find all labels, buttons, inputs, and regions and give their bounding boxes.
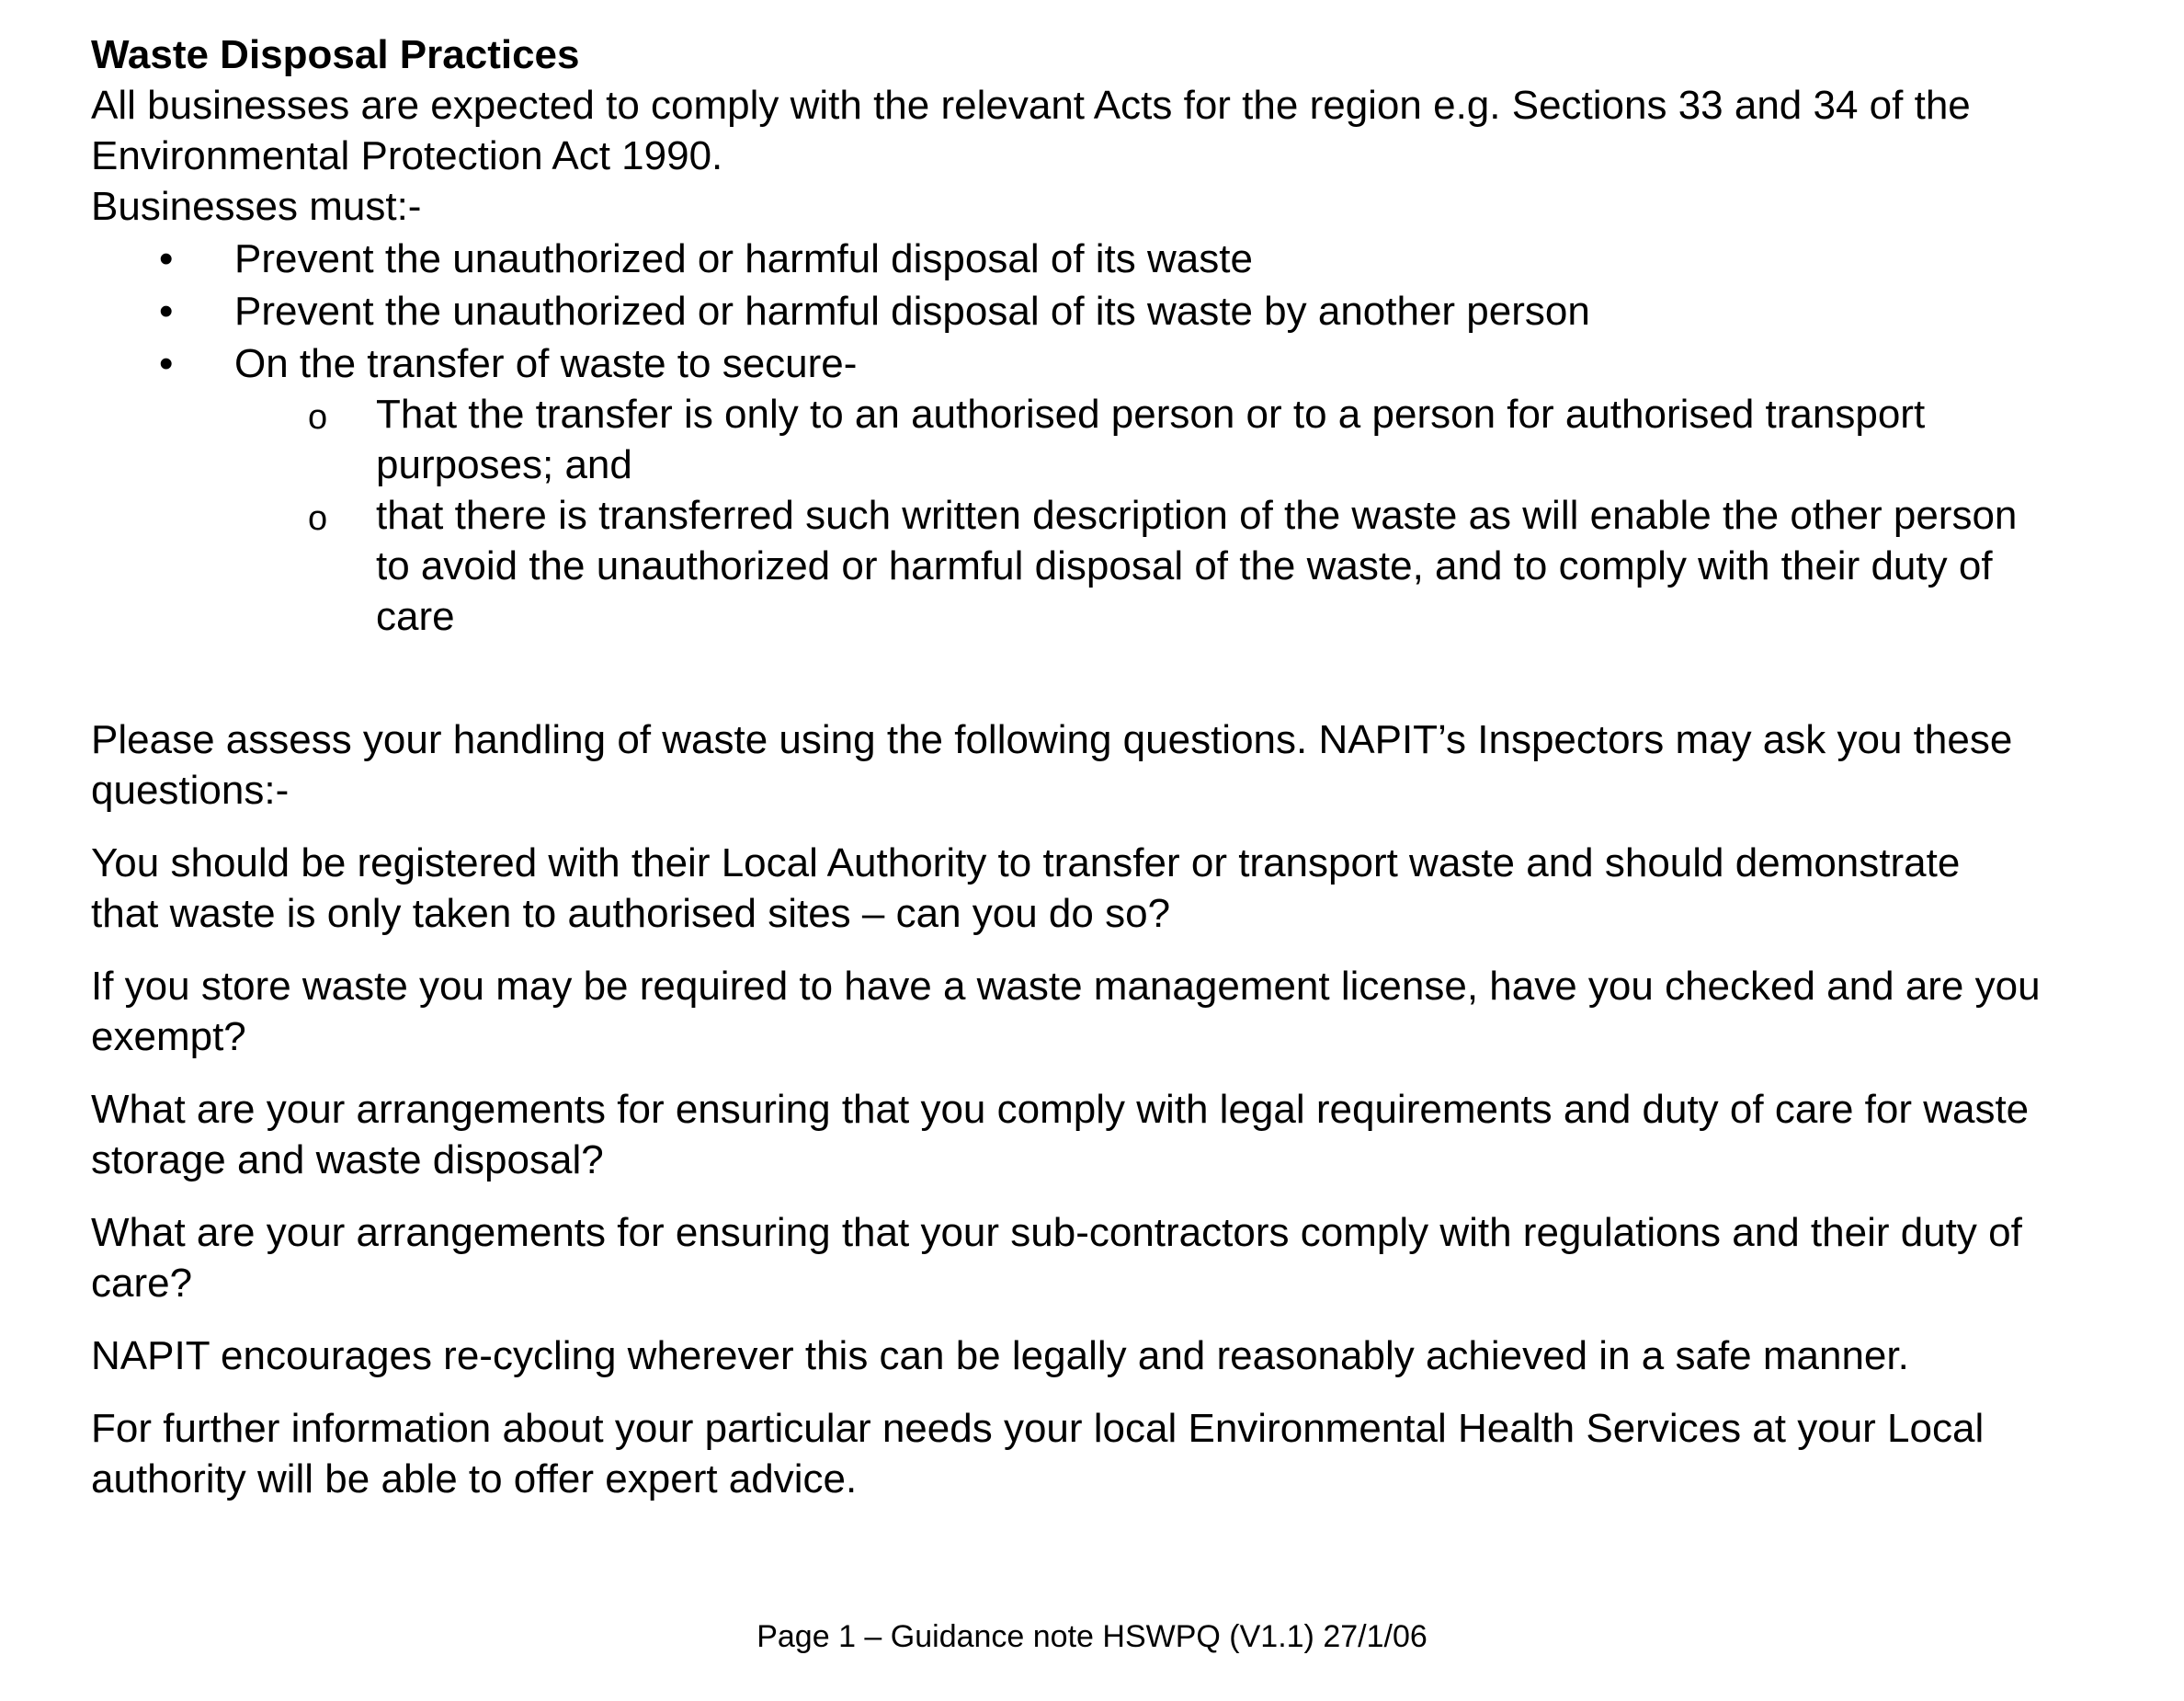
bullet-icon: •: [159, 289, 174, 334]
sub-list-item: [91, 389, 2058, 490]
sub-list-item: [91, 490, 2058, 642]
list-item: [91, 286, 2150, 337]
hollow-bullet-icon: o: [308, 398, 328, 437]
question-paragraph: What are your arrangements for ensuring that your sub-contractors comply with regulations and their duty of care?: [91, 1210, 2022, 1306]
businesses-must-label: Businesses must:-: [91, 184, 422, 229]
requirements-list: [91, 234, 2150, 389]
question-paragraph: NAPIT encourages re-cycling wherever this can be legally and reasonably achieved in a safe manner.: [91, 1333, 1909, 1378]
page-title: Waste Disposal Practices: [91, 32, 580, 77]
assess-paragraph: Please assess your handling of waste using the following questions. NAPIT’s Inspectors may ask you these questions:-: [91, 717, 2013, 813]
hollow-bullet-icon: o: [308, 499, 328, 538]
document-body: [91, 29, 2150, 1504]
bullet-icon: •: [159, 341, 174, 386]
list-item-text: On the transfer of waste to secure-: [234, 341, 858, 386]
intro-paragraph: All businesses are expected to comply with the relevant Acts for the region e.g. Sections 33 and 34 of the Environmental Protection Act 1990.: [91, 83, 1971, 178]
sub-list-item-text: that there is transferred such written description of the waste as will enable the other person to avoid the unauthorized or harmful disposal of the waste, and to comply with their duty of care: [376, 493, 2018, 639]
list-item-text: Prevent the unauthorized or harmful disposal of its waste by another person: [234, 289, 1590, 334]
page-footer: Page 1 – Guidance note HSWPQ (V1.1) 27/1/06: [756, 1619, 1428, 1654]
question-paragraph: What are your arrangements for ensuring that you comply with legal requirements and duty of care for waste storage and waste disposal?: [91, 1087, 2030, 1182]
list-item: [91, 338, 2150, 389]
question-paragraph: For further information about your particular needs your local Environmental Health Services at your Local authority will be able to offer expert advice.: [91, 1406, 1985, 1501]
list-item-text: Prevent the unauthorized or harmful disposal of its waste: [234, 236, 1253, 281]
list-item: [91, 234, 2150, 284]
question-paragraph: You should be registered with their Local Authority to transfer or transport waste and should demonstrate that waste is only taken to authorised sites – can you do so?: [91, 840, 1961, 936]
transfer-conditions-list: [91, 389, 2058, 642]
sub-list-item-text: That the transfer is only to an authorised person or to a person for authorised transport purposes; and: [376, 392, 1926, 487]
bullet-icon: •: [159, 236, 174, 281]
question-paragraph: If you store waste you may be required to have a waste management license, have you checked and are you exempt?: [91, 964, 2041, 1059]
